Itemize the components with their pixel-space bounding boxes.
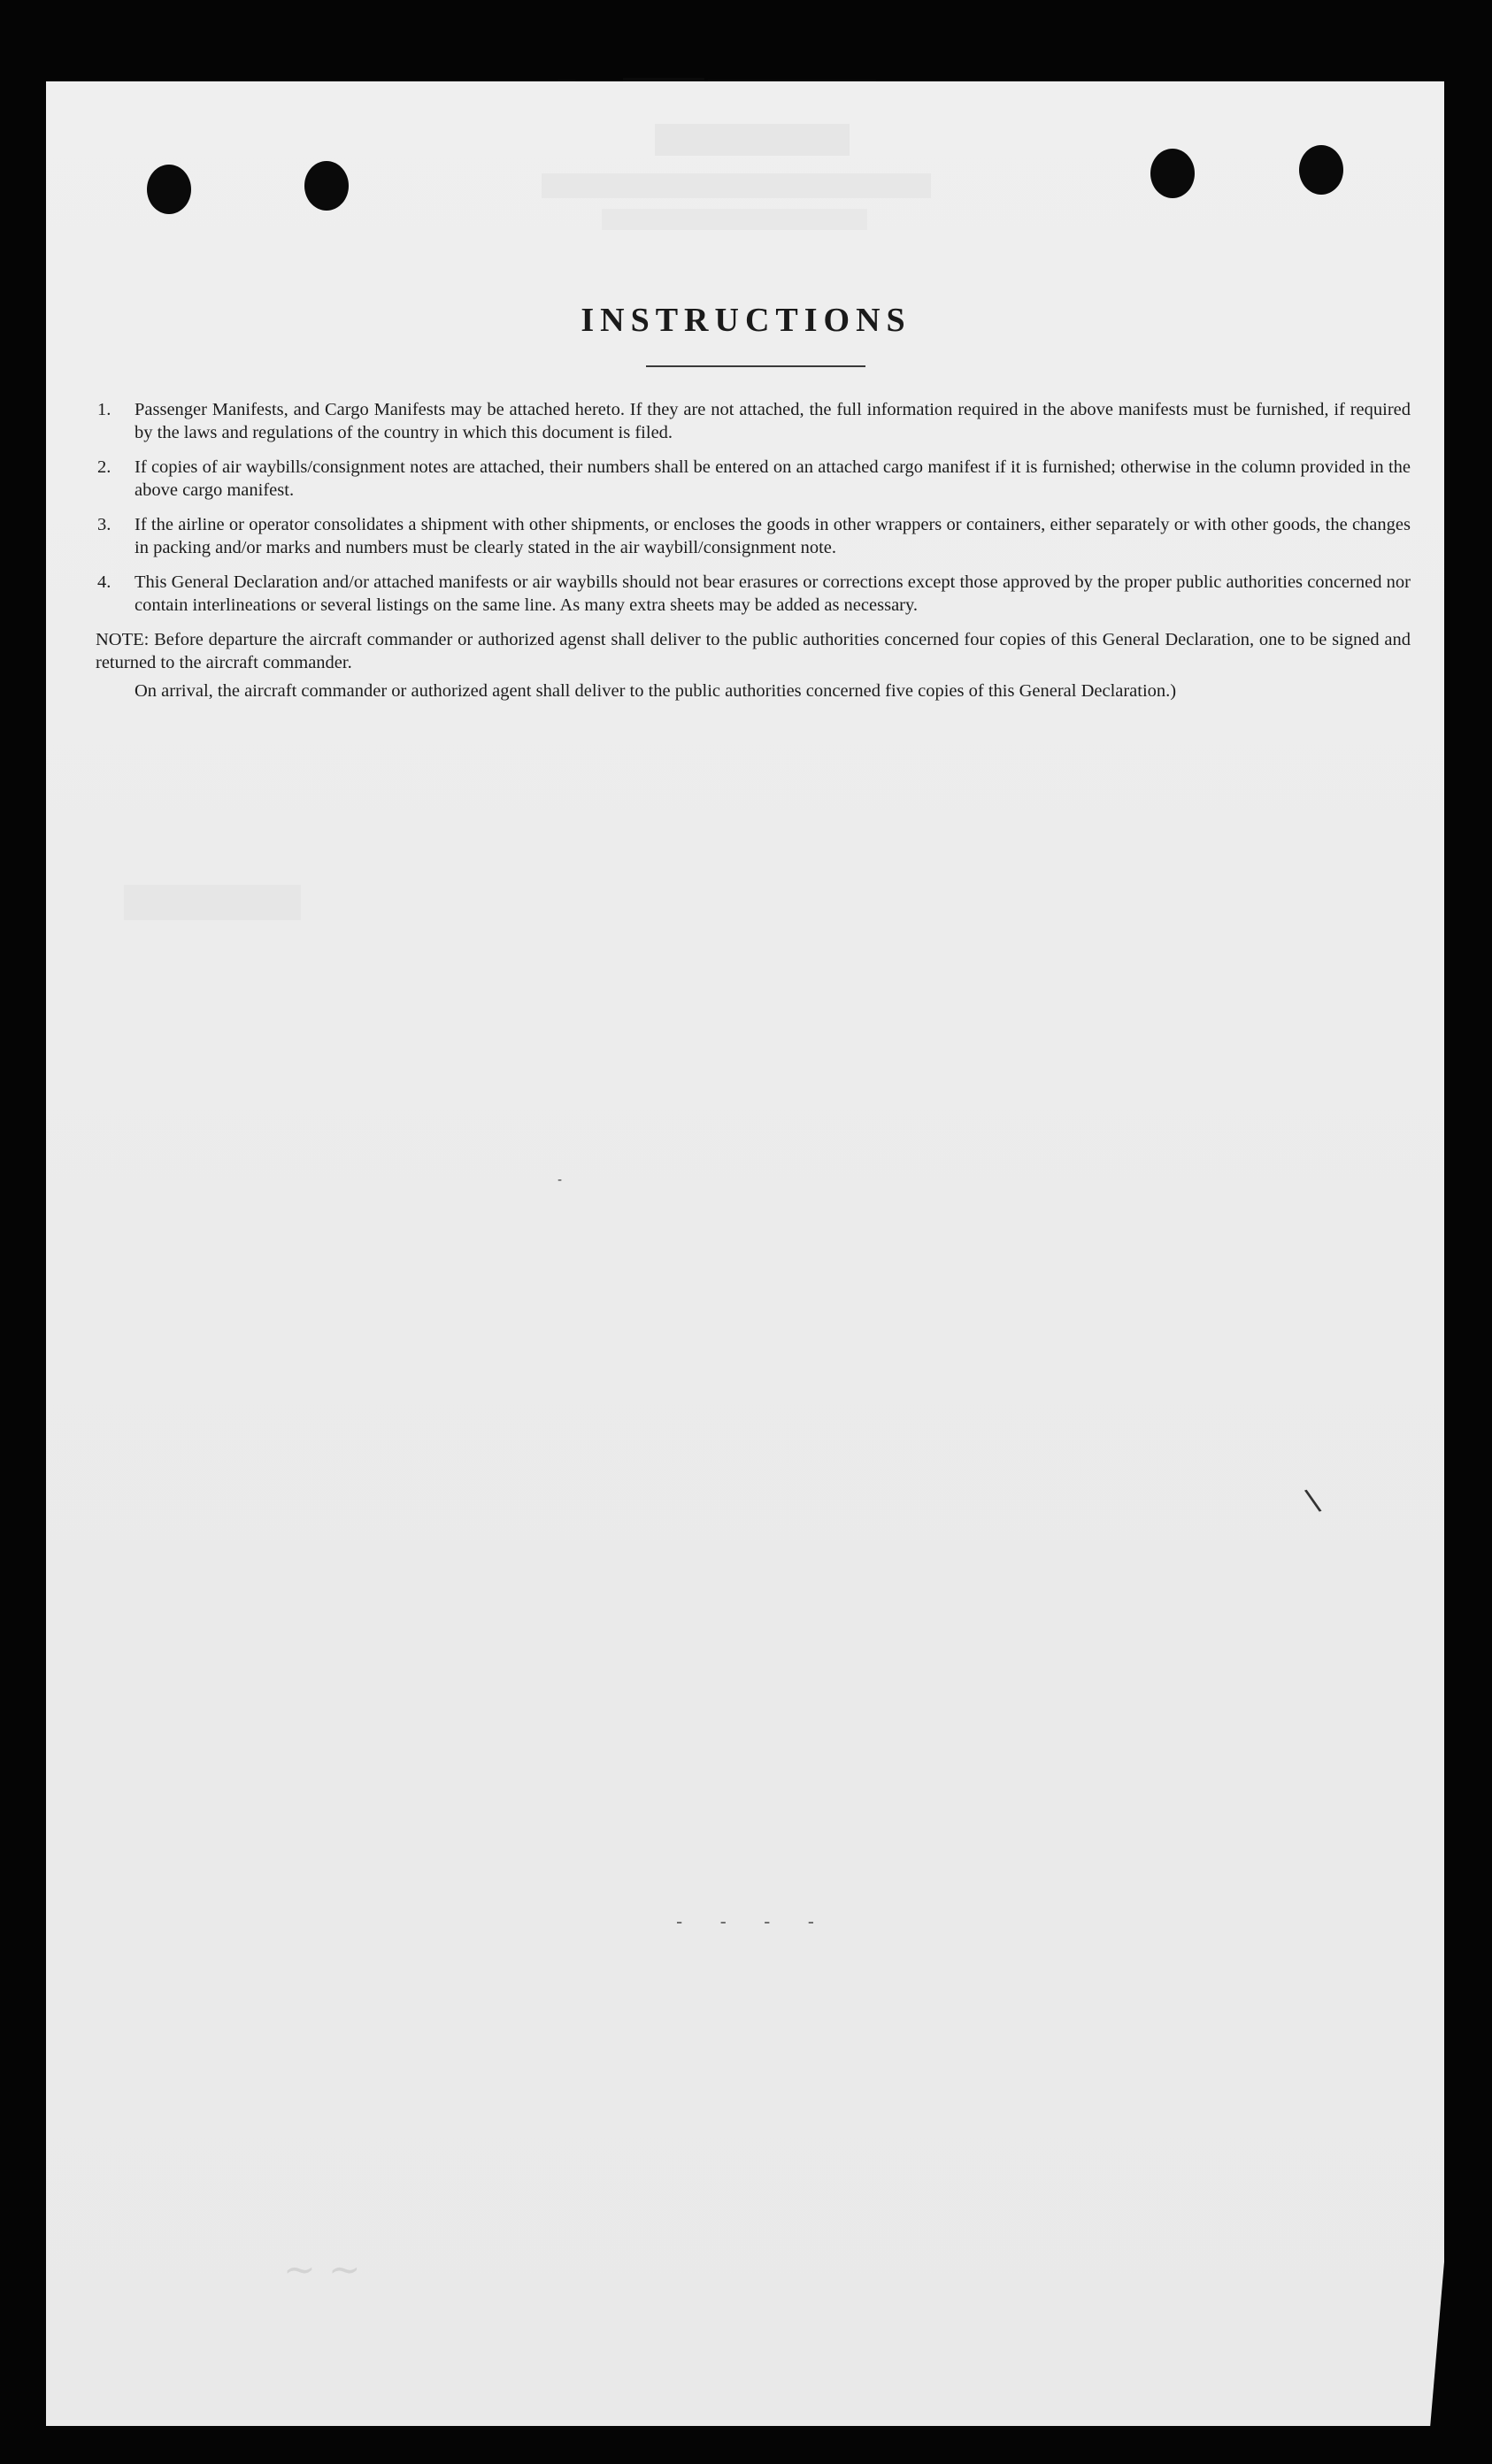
note-departure-text: NOTE: Before departure the aircraft commander or authorized agenst shall deliver to the public authorities concerned four copies of this General Declaration, one to be signed and returned to the aircraft commander.: [96, 630, 1411, 672]
instructions-title: INSTRUCTIONS: [581, 302, 911, 339]
scan-speck: -: [558, 1173, 563, 1187]
instruction-item-3: [96, 513, 1411, 559]
punch-hole-right-1: [1150, 149, 1195, 198]
instructions-list: [96, 398, 1411, 702]
show-through-block-2: [542, 173, 931, 198]
show-through-block-1: [655, 124, 850, 156]
instruction-text: If copies of air waybills/consignment notes are attached, their numbers shall be entered on an attached cargo manifest if it is furnished; otherwise in the column provided in the above cargo manifest.: [135, 457, 1411, 500]
instruction-note: [96, 628, 1411, 702]
note-arrival-text: On arrival, the aircraft commander or authorized agent shall deliver to the public authorities concerned five copies of this General Declaration.): [135, 681, 1177, 701]
instruction-text: If the airline or operator consolidates a shipment with other shipments, or encloses the goods in other wrappers or containers, either separately or with other goods, the changes in packing and/or marks and numbers must be clearly stated in the air waybill/consignment note.: [135, 515, 1411, 557]
punch-hole-left-1: [147, 165, 191, 214]
scan-dashes: - - - -: [676, 1911, 830, 1932]
show-through-block-3: [602, 209, 867, 230]
instruction-number: 2.: [97, 457, 112, 477]
instruction-number: 3.: [97, 515, 112, 534]
instruction-text: This General Declaration and/or attached manifests or air waybills should not bear erasures or corrections except those approved by the proper public authorities concerned nor contain interlineations or several listings on the same line. As many extra sheets may be added as necessary.: [135, 572, 1411, 615]
instruction-number: 4.: [97, 572, 112, 592]
punch-hole-right-2: [1299, 145, 1343, 195]
punch-hole-left-2: [304, 161, 349, 211]
show-through-block-4: [124, 885, 301, 920]
instruction-item-1: [96, 398, 1411, 444]
faint-signature-mark: ~ ~: [283, 2247, 361, 2292]
title-underline: [646, 365, 865, 367]
instruction-number: 1.: [97, 400, 112, 419]
scan-speck: \: [1303, 1482, 1324, 1519]
instruction-text: Passenger Manifests, and Cargo Manifests may be attached hereto. If they are not attached, the full information required in the above manifests must be furnished, if required by the laws and regulations of the country in which this document is filed.: [135, 400, 1411, 442]
instruction-item-2: [96, 456, 1411, 502]
instruction-item-4: [96, 571, 1411, 617]
